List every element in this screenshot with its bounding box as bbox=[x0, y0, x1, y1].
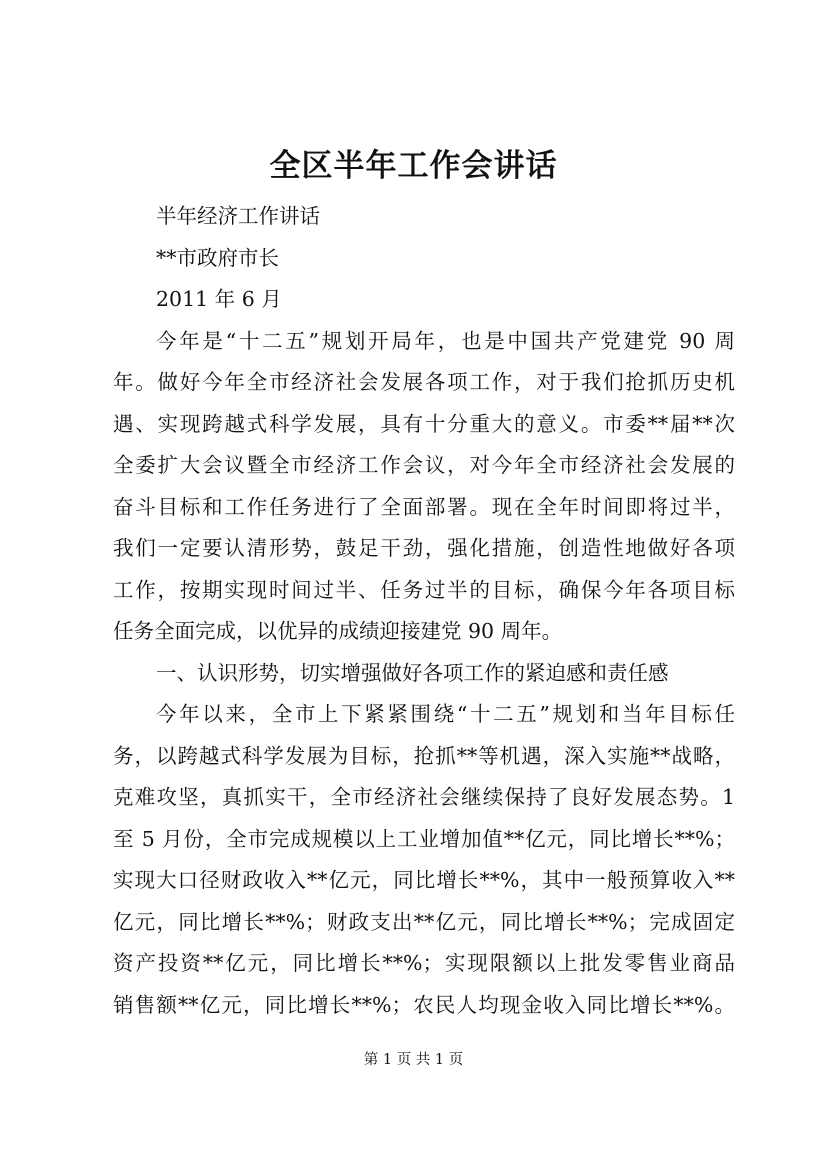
paragraph-line: 工作，按期实现时间过半、任务过半的目标，确保今年各项目标 bbox=[113, 577, 735, 602]
paragraph-line: 至 5 月份，全市完成规模以上工业增加值**亿元，同比增长**%； bbox=[113, 826, 735, 851]
paragraph-2 bbox=[113, 694, 735, 1026]
paragraph-line: 我们一定要认清形势，鼓足干劲，强化措施，创造性地做好各项 bbox=[113, 536, 735, 560]
paragraph-line: 全委扩大会议暨全市经济工作会议，对今年全市经济社会发展的 bbox=[113, 453, 735, 477]
document-body bbox=[113, 196, 735, 1026]
paragraph-line: 年。做好今年全市经济社会发展各项工作，对于我们抢抓历史机 bbox=[113, 370, 735, 394]
paragraph-line: 资产投资**亿元，同比增长**%；实现限额以上批发零售业商品 bbox=[113, 951, 735, 975]
speaker: **市政府市长 bbox=[156, 245, 279, 270]
paragraph-1 bbox=[113, 321, 735, 653]
subtitle: 半年经济工作讲话 bbox=[156, 204, 320, 228]
section-heading: 一、认识形势，切实增强做好各项工作的紧迫感和责任感 bbox=[156, 660, 669, 685]
paragraph-line: 务，以跨越式科学发展为目标，抢抓**等机遇，深入实施**战略， bbox=[113, 743, 735, 768]
paragraph-line: 实现大口径财政收入**亿元，同比增长**%，其中一般预算收入** bbox=[113, 868, 735, 892]
paragraph-line: 销售额**亿元，同比增长**%；农民人均现金收入同比增长**%。 bbox=[113, 992, 735, 1017]
paragraph-line: 亿元，同比增长**%；财政支出**亿元，同比增长**%；完成固定 bbox=[113, 909, 735, 934]
paragraph-line: 今年是“十二五”规划开局年，也是中国共产党建党 90 周 bbox=[156, 328, 735, 353]
paragraph-line: 今年以来，全市上下紧紧围绕“十二五”规划和当年目标任 bbox=[156, 702, 735, 726]
page-footer: 第 1 页 共 1 页 bbox=[363, 1052, 464, 1068]
paragraph-line: 奋斗目标和工作任务进行了全面部署。现在全年时间即将过半， bbox=[113, 494, 735, 519]
paragraph-line: 遇、实现跨越式科学发展，具有十分重大的意义。市委**届**次 bbox=[113, 411, 735, 436]
date: 2011 年 6 月 bbox=[156, 287, 282, 311]
document-title: 全区半年工作会讲话 bbox=[269, 148, 558, 184]
paragraph-line: 克难攻坚，真抓实干，全市经济社会继续保持了良好发展态势。1 bbox=[113, 785, 735, 809]
paragraph-line: 任务全面完成，以优异的成绩迎接建党 90 周年。 bbox=[113, 619, 563, 643]
